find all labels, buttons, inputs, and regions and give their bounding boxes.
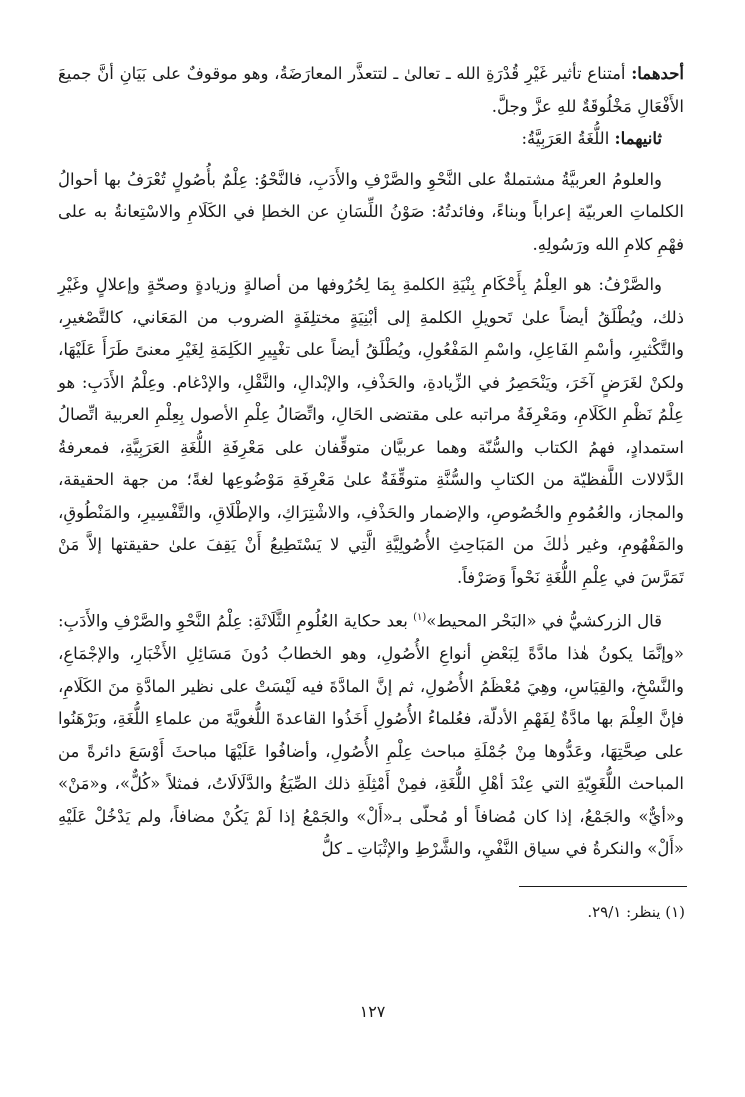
paragraph-text: قال الزركشيُّ في «البَحْر المحيط» — [426, 611, 663, 631]
section-heading-arabic-language — [58, 123, 684, 156]
paragraph-first-condition — [58, 58, 684, 123]
paragraph-text: أمتناع تأثير غَيْرِ قُدْرَةِ الله ـ تعالىٰ ـ لتتعذَّر المعارَضَةُ، وهو موقوفٌ على بَيَانِ أنَّ جميعَ الأَفْعَالِ مَخْلُوقَةٌ للهِ عزَّ وجلَّ. — [58, 64, 684, 116]
page-number: ١٢٧ — [359, 1002, 386, 1021]
heading-lead: ثانيهما: — [614, 129, 662, 148]
paragraph-zarkashi-quote — [58, 602, 684, 866]
paragraph-text-continued: بعد حكاية العُلُومِ الثَّلَاثَةِ: عِلْمُ النَّحْوِ والصَّرْفِ والأَدَبِ: «وإنَّمَا يكونُ هٰذا مادَّةً لِبَعْضِ أنواعِ الأُصُولِ، وهو الخطابُ دُونَ مَسَائِلِ الأَخْبَارِ، والإجْمَاعِ، والنَّسْخِ، والقِيَاسِ، وهِيَ مُعْظَمُ الأُصُولِ، ثم إنَّ المادَّةَ فيه لَيْسَتْ على نظير المادَّةِ منَ الكَلَامِ، فإنَّ العِلْمَ بها مادَّةٌ لِفَهْمِ الأدلّة، فعُلماءُ الأُصُولِ أَخَذُوا القاعدةَ اللُّغويَّةَ من علماءِ اللُّغَةِ، وبَرْهَنُوا على صِحَّتِهَا، وعَدُّوها مِنْ جُمْلَةِ مباحث عِلْمِ الأُصُولِ، وأضافُوا عَلَيْهَا مباحثَ أَوْسَعَ دائرةً من المباحث اللُّغَوِيّةِ التي عِنْدَ أهْلِ اللُّغَةِ، فمِنْ أَمْثِلَةِ ذلك الصِّيَغُ والدَّلَالَاتُ، فمثلاً «كُلٌّ»، و«مَنْ» و«أيٌّ» والجَمْعُ، إذا كان مُضافاً أو مُحلّى بـ«أَلْ» والجَمْعُ إذا لَمْ يَكُنْ مضافاً، ولم يَدْخُلْ عَلَيْهِ «أَلْ» والنكرةُ في سياق النَّفْيِ، والشَّرْطِ والإثْبَاتِ ـ كلُّ — [58, 611, 684, 858]
paragraph-text: والعلومُ العربيَّةُ مشتملةٌ على النَّحْوِ والصَّرْفِ والأَدَبِ، فالنَّحْوُ: عِلْمٌ بأُصُولٍ تُعْرَفُ بها أحوالُ الكلماتِ العربيّة إعراباً وبناءً، وفائدتُهُ: صَوْنُ اللِّسَانِ عن الخطإ في الكَلَامِ والاسْتِعانةُ به على فهْمِ كلامِ الله ورَسُولِهِ. — [58, 169, 684, 254]
footnote-marker: (١) — [413, 612, 427, 623]
footnote-divider — [519, 886, 687, 887]
paragraph-lead: أحدهما: — [631, 64, 684, 83]
document-body — [58, 58, 684, 866]
paragraph-arabic-sciences — [58, 164, 684, 262]
heading-text: اللُّغَةُ العَرَبِيَّةُ: — [521, 129, 615, 148]
paragraph-morphology — [58, 269, 684, 594]
footnote: (١) ينظر: ٢٩/١. — [587, 903, 685, 921]
paragraph-text: والصَّرْفُ: هو العِلْمُ بِأَحْكَامِ بِنْيَةِ الكلمةِ بِمَا لِحُرُوفها من أصالةٍ وزيادةٍ وصحّةٍ وإعلالٍ وغَيْرِ ذلك، ويُطْلَقُ أيضاً علىٰ تَحويلِ الكلمةِ إلى أبْنِيَةٍ مختلِفَةٍ الضروب من المَعَاني، كالتَّصْغيرِ، والتَّكْثيرِ، وأسْمِ الفَاعِلِ، واسْمِ المَفْعُولِ، ويُطْلَقُ أيضاً على تغْيِيرِ الكَلِمَةِ لِغَيْرِ معنىً طَرَأَ عَلَيْهَا، ولكنْ لغَرَضٍ آخَرَ، ويَنْحَصِرُ في الزِّيادةِ، والحَذْفِ، والإبْدالِ، والنَّقْلِ، والإدْغام. وعِلْمُ الأَدَبِ: هو عِلْمُ نَظْمِ الكَلَامِ، ومَعْرِفَةُ مراتبه على مقتضى الحَالِ، واتِّصَالُ عِلْمِ الأصول بِعِلْمِ العربية اتِّصالُ استمدادٍ، فهمُ الكتاب والسُّنّة وهما عربيَّان متوقِّفان على مَعْرِفَةِ اللُّغَةِ العَرَبِيَّةِ، فمعرفةُ الدَّلالات اللَّفظيّة من الكتابِ والسُّنَّةِ متوقِّفَةٌ علىٰ مَعْرِفَةِ مَوْضُوعِها لغةً؛ من جهة الحقيقة، والمجاز، والعُمُومِ والخُصُوصِ، والإضمار والحَذْفِ، والاشْتِرَاكِ، والإطْلَاقِ، والتَّفْسِيرِ، والمَنْطُوقِ، والمَفْهُومِ، وغير ذٰلكَ من المَبَاحِثِ الأُصُولِيَّةِ الَّتِي لا يَسْتَطِيعُ أَنْ يَقِفَ علىٰ حقيقتها إلاَّ مَنْ تَمَرَّسَ في عِلْمِ اللُّغَةِ نَحْواً وَصَرْفاً. — [58, 275, 684, 587]
